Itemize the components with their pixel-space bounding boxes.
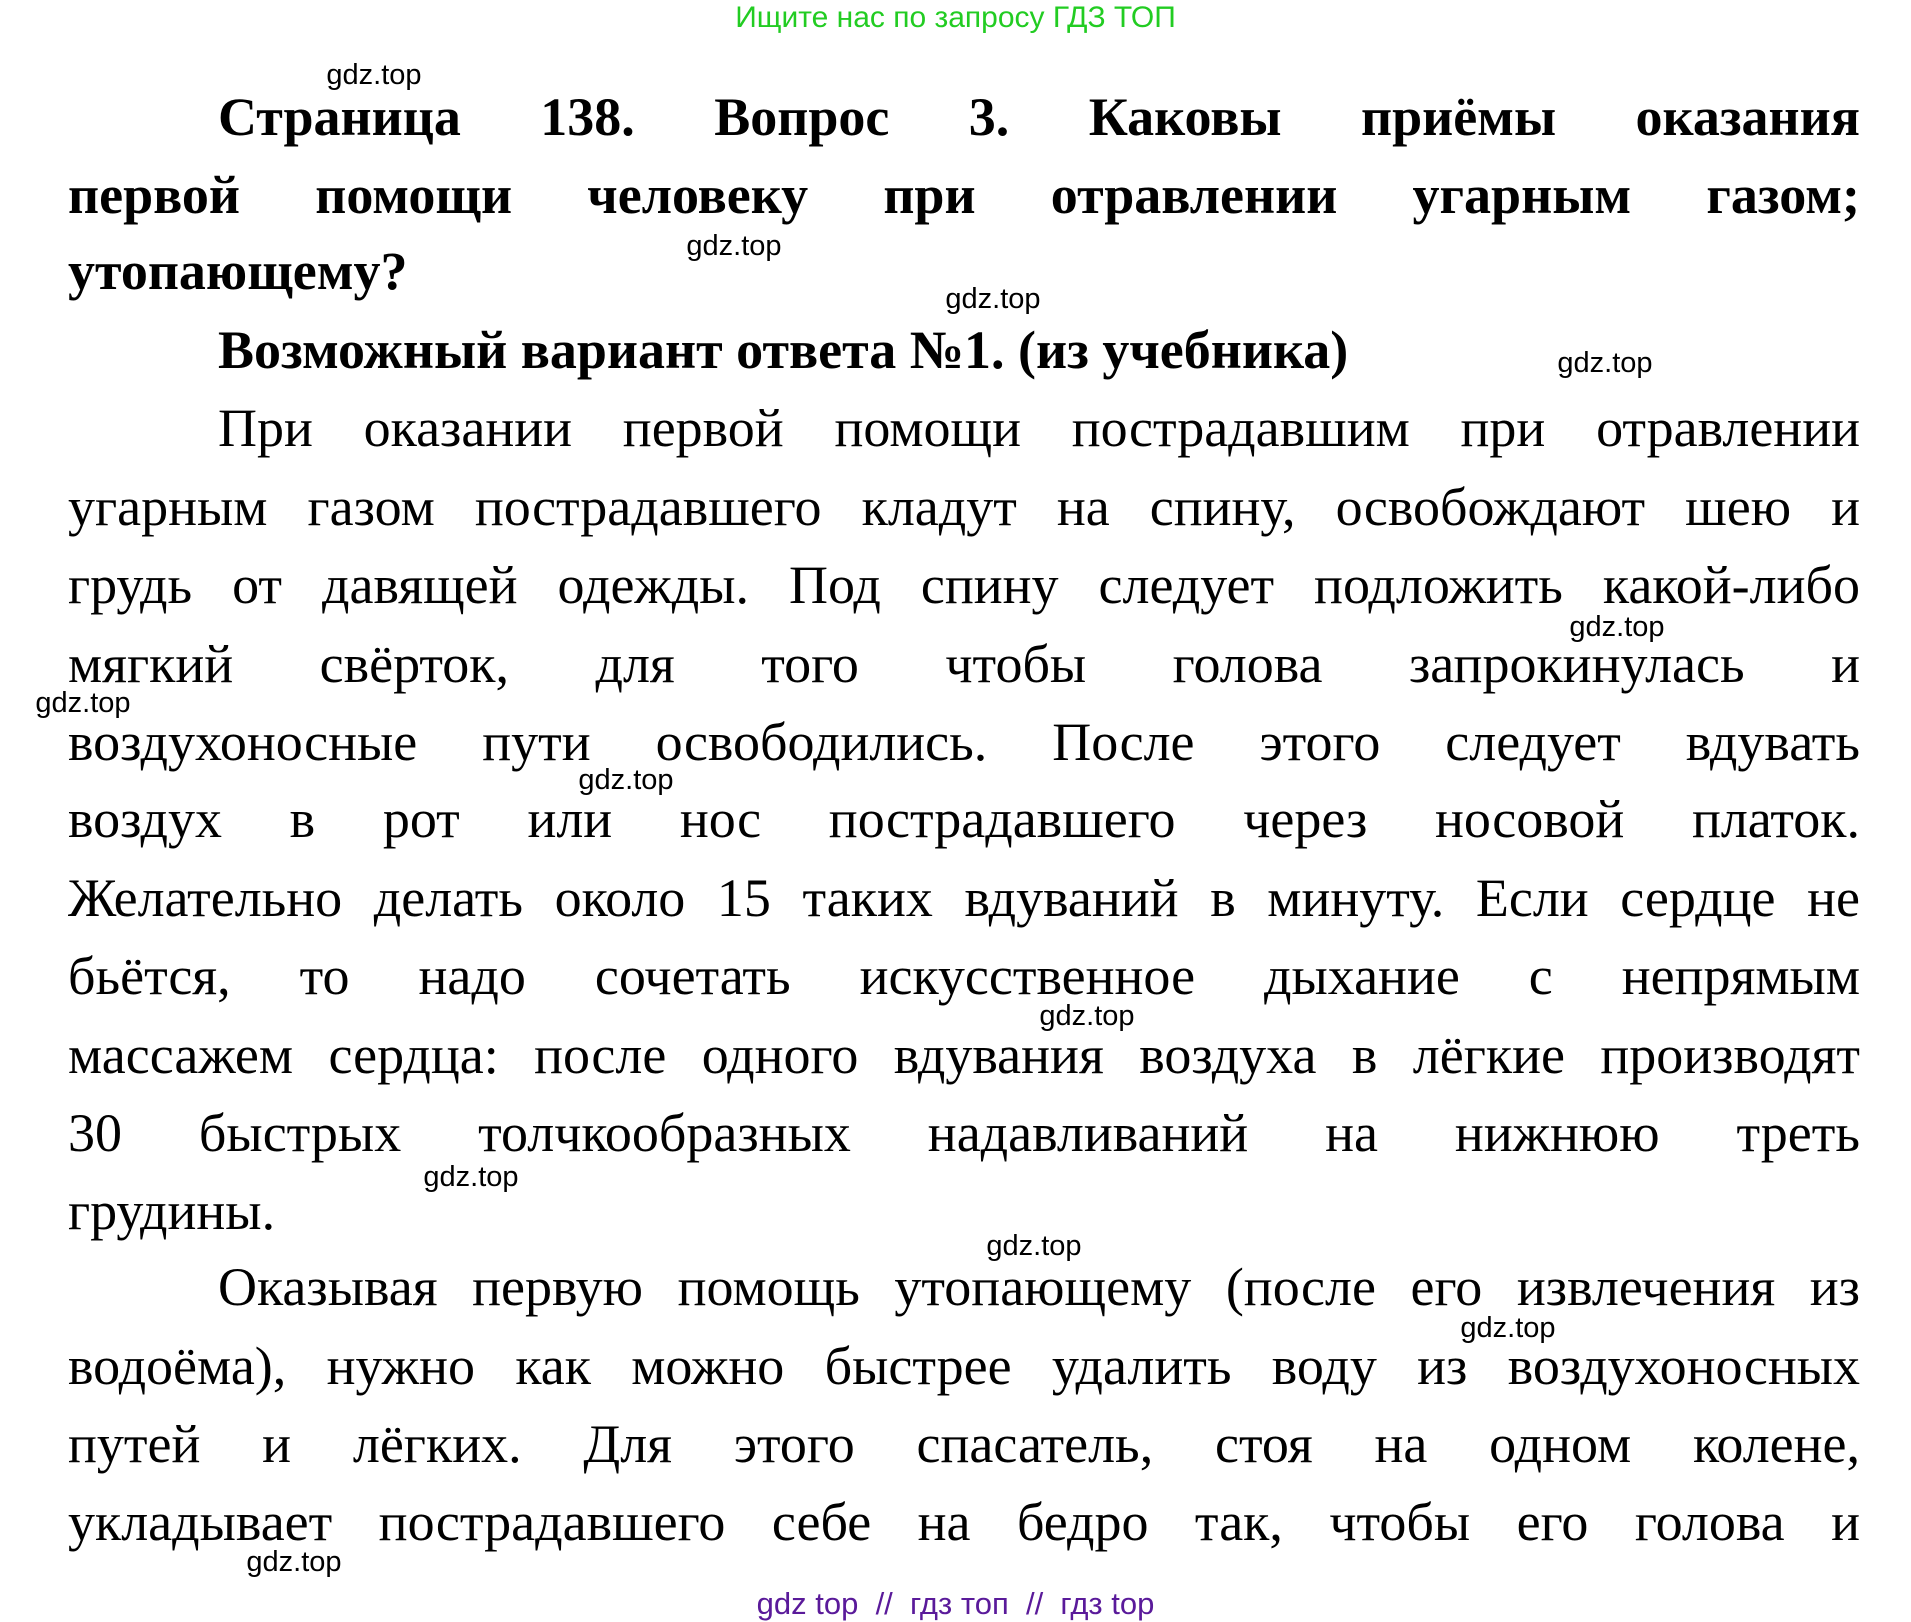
paragraph-line: мягкий свёрток, для того чтобы голова запрокинулась и [68, 634, 1860, 694]
watermark: gdz.top [1557, 347, 1653, 379]
watermark: gdz.top [246, 1546, 342, 1578]
paragraph-line: угарным газом пострадавшего кладут на спину, освобождают шею и [68, 477, 1860, 537]
watermark: gdz.top [35, 687, 131, 719]
paragraph-line: укладывает пострадавшего себе на бедро так, чтобы его голова и [68, 1492, 1860, 1552]
paragraph-line: Желательно делать около 15 таких вдуваний в минуту. Если сердце не [68, 868, 1860, 928]
paragraph-line: массажем сердца: после одного вдувания воздуха в лёгкие производят [68, 1025, 1860, 1085]
question-line: Страница 138. Вопрос 3. Каковы приёмы оказания [218, 87, 1860, 147]
watermark: gdz.top [686, 230, 782, 262]
answer-heading: Возможный вариант ответа №1. (из учебника) [218, 320, 1349, 380]
paragraph-line: грудины. [68, 1181, 276, 1241]
paragraph-line: воздух в рот или нос пострадавшего через носовой платок. [68, 789, 1860, 849]
watermark: gdz.top [1460, 1312, 1556, 1344]
paragraph-line: При оказании первой помощи пострадавшим при отравлении [218, 398, 1860, 458]
watermark: gdz.top [578, 764, 674, 796]
paragraph-line: путей и лёгких. Для этого спасатель, стоя на одном колене, [68, 1414, 1860, 1474]
watermark: gdz.top [1039, 1000, 1135, 1032]
paragraph-line: Оказывая первую помощь утопающему (после его извлечения из [218, 1257, 1860, 1317]
watermark: gdz.top [423, 1161, 519, 1193]
paragraph-line: водоёма), нужно как можно быстрее удалить воду из воздухоносных [68, 1336, 1860, 1396]
watermark: gdz.top [1569, 611, 1665, 643]
question-line: первой помощи человеку при отравлении угарным газом; [68, 165, 1860, 225]
search-banner: Ищите нас по запросу ГДЗ ТОП [735, 1, 1176, 34]
watermark: gdz.top [326, 59, 422, 91]
paragraph-line: 30 быстрых толчкообразных надавливаний на нижнюю треть [68, 1103, 1860, 1163]
paragraph-line: грудь от давящей одежды. Под спину следует подложить какой-либо [68, 555, 1860, 615]
question-line: утопающему? [68, 241, 408, 301]
watermark: gdz.top [945, 283, 1041, 315]
footer-links[interactable]: gdz top // гдз топ // гдз top [756, 1586, 1155, 1621]
paragraph-line: воздухоносные пути освободились. После этого следует вдувать [68, 712, 1860, 772]
watermark: gdz.top [986, 1230, 1082, 1262]
paragraph-line: бьётся, то надо сочетать искусственное дыхание с непрямым [68, 946, 1860, 1006]
